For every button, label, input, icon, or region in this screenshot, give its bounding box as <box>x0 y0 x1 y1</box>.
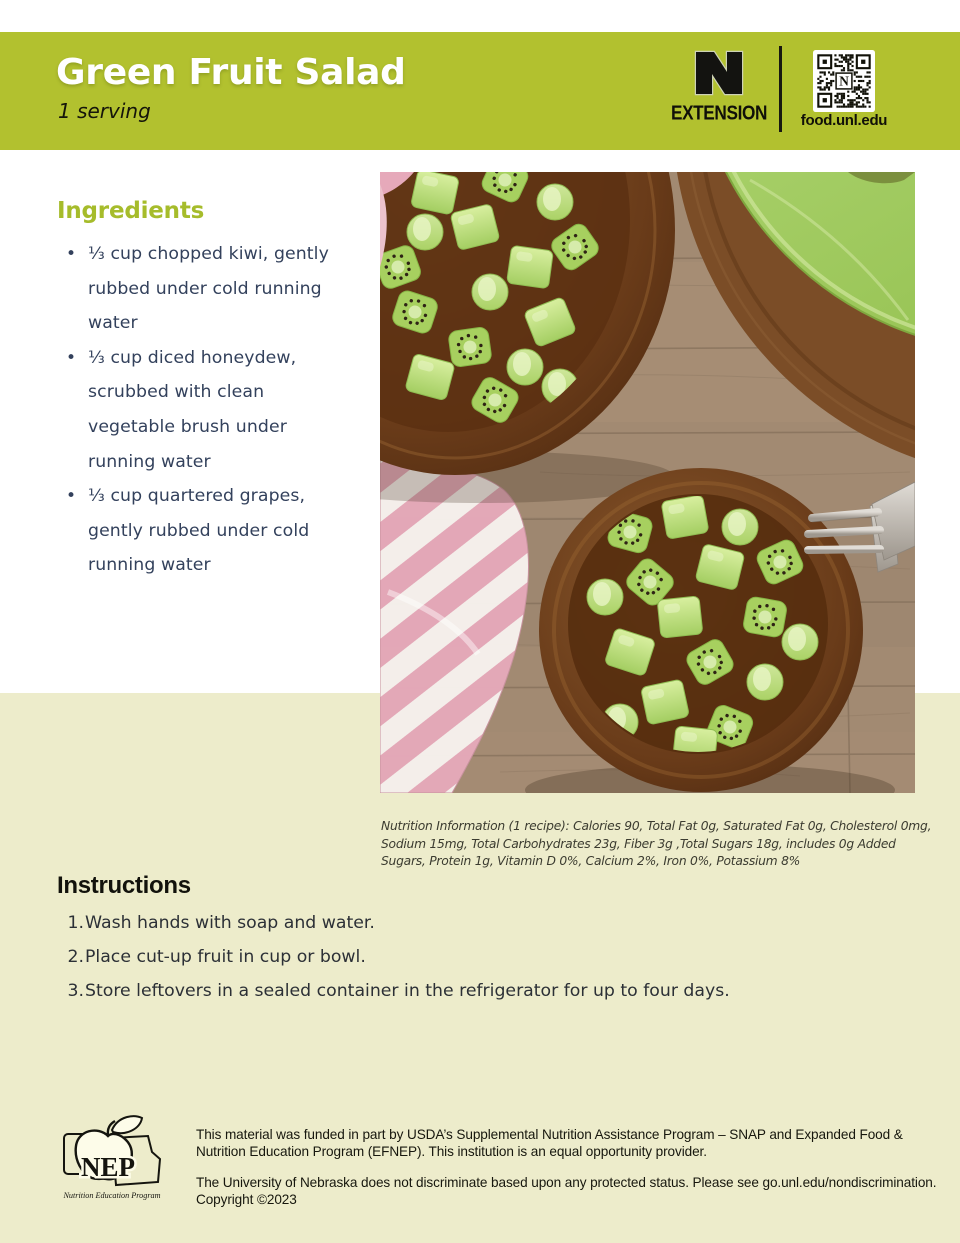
nutrition-caption: Nutrition Information (1 recipe): Calories 90, Total Fat 0g, Saturated Fat 0g, Cholesterol 0mg, Sodium 15mg, Total Carbohydrates 23g, Fiber 3g ,Total Sugars 18g, includes 0g Added Sugars, Protein 1g, Vitamin D 0%, Calcium 2%, Iron 0%, Potassium 8% <box>381 819 932 869</box>
nondiscrimination-statement: The University of Nebraska does not discriminate based upon any protected status. Please see go.unl.edu/nondiscrimination. Copyright ©2023 <box>196 1174 937 1208</box>
apple-leaf <box>112 1116 142 1133</box>
ingredients-list <box>62 237 362 583</box>
qr-code <box>813 50 875 112</box>
nep-caption: Nutrition Education Program <box>63 1191 161 1200</box>
instructions-heading: Instructions <box>57 872 191 899</box>
funding-statement: This material was funded in part by USDA’s Supplemental Nutrition Assistance Program – SNAP and Expanded Food & Nutrition Education Program (EFNEP). This institution is an equal opportunity provider. <box>196 1127 903 1160</box>
instruction-step <box>60 906 730 940</box>
ingredients-heading: Ingredients <box>57 198 205 224</box>
nebraska-n-glyph <box>696 52 742 94</box>
ingredient-item: • ⅓ cup diced honeydew, scrubbed with clean vegetable brush under running water <box>62 341 330 479</box>
serving-size: 1 serving <box>58 99 151 123</box>
extension-label: EXTENSION <box>670 101 768 124</box>
header-divider <box>779 46 782 132</box>
ingredient-item: • ⅓ cup chopped kiwi, gently rubbed under cold running water <box>62 237 330 341</box>
step-text: Store leftovers in a sealed container in the refrigerator for up to four days. <box>85 981 730 1001</box>
qr-n-glyph: N <box>839 73 849 89</box>
footer-text <box>196 1126 944 1209</box>
nep-acronym: NEP <box>81 1152 135 1182</box>
step-number: 3. <box>67 981 84 1001</box>
page-title: Green Fruit Salad <box>56 52 406 93</box>
qr-caption: food.unl.edu <box>800 112 888 129</box>
nep-logo <box>50 1114 178 1208</box>
instruction-step <box>60 974 730 1008</box>
instruction-step <box>60 940 730 974</box>
step-number: 1. <box>67 913 84 933</box>
instructions-list <box>60 906 730 1008</box>
step-number: 2. <box>67 947 84 967</box>
step-text: Place cut-up fruit in cup or bowl. <box>85 947 366 967</box>
recipe-photo <box>380 172 915 793</box>
nebraska-n-logo <box>694 49 744 97</box>
step-text: Wash hands with soap and water. <box>85 913 375 933</box>
ingredient-item: • ⅓ cup quartered grapes, gently rubbed under cold running water <box>62 479 330 583</box>
